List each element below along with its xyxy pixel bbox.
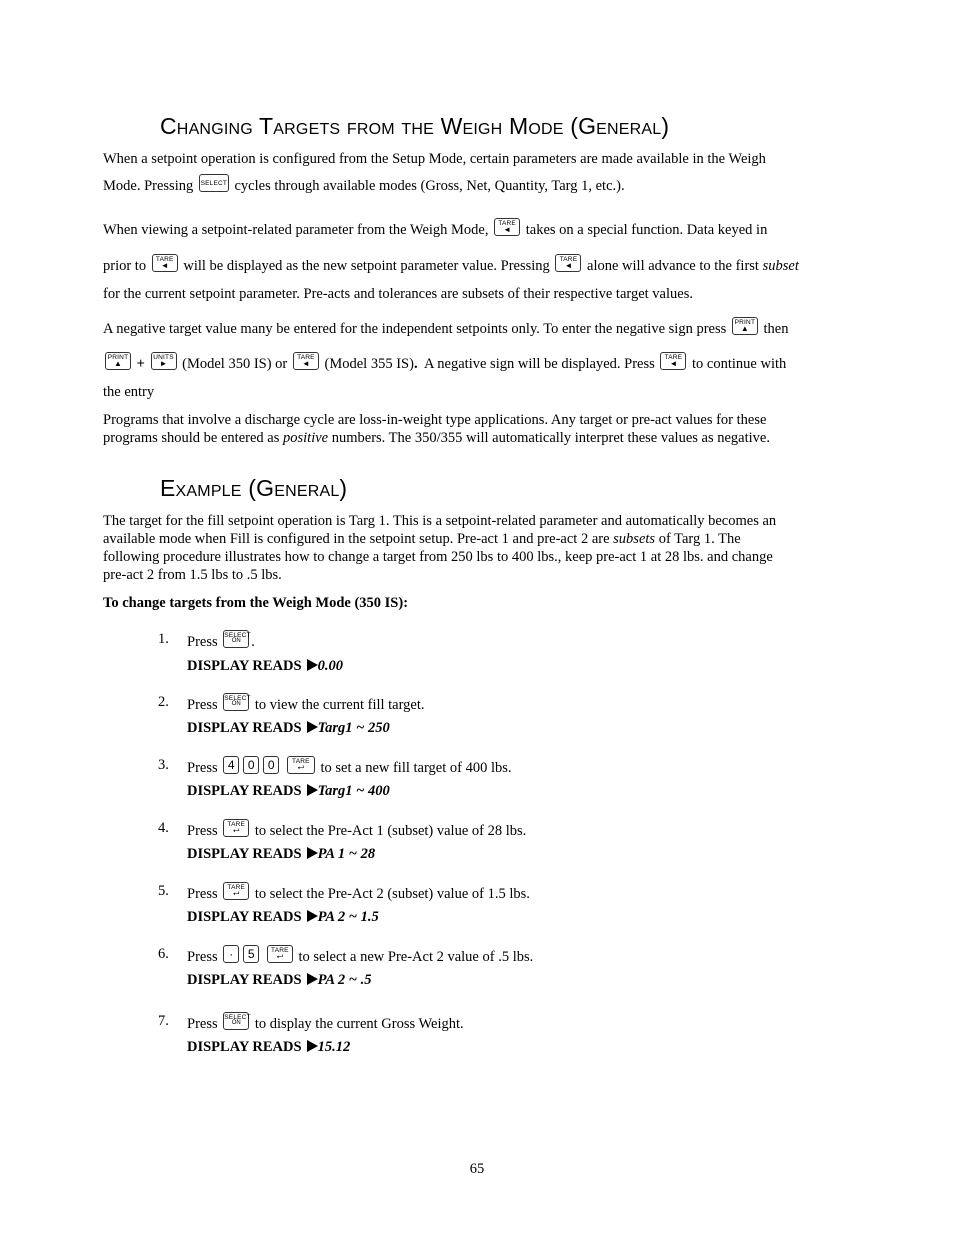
decimal-point-key-icon: · — [223, 945, 239, 963]
step-number: 2. — [158, 694, 169, 710]
display-reads: DISPLAY READS 15.12 — [187, 1039, 351, 1055]
text: . — [413, 356, 418, 372]
text: A negative target value many be entered for the independent setpoints only. To enter the negative sign press — [103, 321, 727, 337]
text: programs should be entered as — [103, 430, 280, 446]
text: (Model 355 IS) — [324, 356, 414, 372]
print-up-key-icon: PRINT ▲ — [732, 317, 758, 335]
paragraph-line — [103, 352, 786, 373]
step-text: Press SELECT ON . — [187, 632, 255, 650]
display-reads: DISPLAY READS PA 2 ~ 1.5 — [187, 909, 379, 925]
paragraph-line — [103, 512, 776, 530]
paragraph-line — [103, 317, 788, 338]
step-text: Press TARE ⮠ to select the Pre-Act 2 (subset) value of 1.5 lbs. — [187, 884, 530, 902]
text: for the current setpoint parameter. Pre-acts and tolerances are subsets of their respective target values. — [103, 286, 693, 302]
tare-left-key-icon: TARE ◄ — [494, 218, 520, 236]
text: A negative sign will be displayed. Press — [424, 356, 655, 372]
digit-0-key-icon: 0 — [263, 756, 279, 774]
step-number: 5. — [158, 883, 169, 899]
section-heading-changing-targets: Changing Targets from the Weigh Mode (General) — [160, 113, 670, 139]
step-number: 4. — [158, 820, 169, 836]
section-heading-example: Example (General) — [160, 475, 348, 501]
select-key-icon: SELECT — [199, 174, 229, 192]
plus-sign: + — [136, 356, 145, 372]
tare-enter-key-icon: TARE ⮠ — [223, 819, 249, 837]
paragraph-line — [103, 150, 766, 168]
paragraph-line — [103, 383, 154, 401]
text-italic: subsets — [613, 531, 656, 547]
print-up-key-icon: PRINT ▲ — [105, 352, 131, 370]
display-reads: DISPLAY READS 0.00 — [187, 658, 343, 674]
digit-4-key-icon: 4 — [223, 756, 239, 774]
step-number: 6. — [158, 946, 169, 962]
display-reads: DISPLAY READS Targ1 ~ 400 — [187, 783, 390, 799]
text: numbers. The 350/355 will automatically interpret these values as negative. — [331, 430, 770, 446]
page-number: 65 — [469, 1161, 485, 1177]
paragraph-line — [103, 174, 625, 195]
play-arrow-icon — [307, 973, 318, 985]
tare-left-key-icon: TARE ◄ — [152, 254, 178, 272]
digit-5-key-icon: 5 — [243, 945, 259, 963]
paragraph-line — [103, 548, 773, 566]
paragraph-line — [103, 429, 770, 447]
play-arrow-icon — [307, 784, 318, 796]
play-arrow-icon — [307, 1040, 318, 1052]
text: then — [763, 321, 789, 337]
tare-enter-key-icon: TARE ⮠ — [267, 945, 293, 963]
step-number: 3. — [158, 757, 169, 773]
procedure-title: To change targets from the Weigh Mode (350 IS): — [103, 595, 409, 611]
text-italic: subset — [762, 258, 799, 274]
text: to continue with — [692, 356, 787, 372]
text: Mode. Pressing — [103, 178, 194, 194]
tare-left-key-icon: TARE ◄ — [660, 352, 686, 370]
text: alone will advance to the first — [587, 258, 759, 274]
select-on-key-icon: SELECT ON — [223, 630, 249, 648]
display-reads: DISPLAY READS PA 2 ~ .5 — [187, 972, 372, 988]
text: Programs that involve a discharge cycle are loss-in-weight type applications. Any target or pre-act values for these — [103, 412, 767, 428]
units-right-key-icon: UNITS ► — [151, 352, 177, 370]
text: prior to — [103, 258, 147, 274]
play-arrow-icon — [307, 847, 318, 859]
text: available mode when Fill is configured in the setpoint setup. Pre-act 1 and pre-act 2 are — [103, 531, 610, 547]
paragraph-line — [103, 218, 767, 239]
step-text: Press 4 0 0 TARE ⮠ to set a new fill target of 400 lbs. — [187, 758, 512, 776]
step-text: Press TARE ⮠ to select the Pre-Act 1 (subset) value of 28 lbs. — [187, 821, 527, 839]
text: pre-act 2 from 1.5 lbs to .5 lbs. — [103, 567, 282, 583]
text: of Targ 1. The — [658, 531, 741, 547]
text: takes on a special function. Data keyed in — [525, 222, 768, 238]
digit-0-key-icon: 0 — [243, 756, 259, 774]
step-text: Press SELECT ON to display the current Gross Weight. — [187, 1014, 464, 1032]
display-reads: DISPLAY READS PA 1 ~ 28 — [187, 846, 376, 862]
tare-enter-key-icon: TARE ⮠ — [223, 882, 249, 900]
paragraph-line — [103, 566, 282, 584]
text: cycles through available modes (Gross, Net, Quantity, Targ 1, etc.). — [234, 178, 625, 194]
play-arrow-icon — [307, 910, 318, 922]
text: (Model 350 IS) or — [182, 356, 288, 372]
play-arrow-icon — [307, 659, 318, 671]
step-number: 7. — [158, 1013, 169, 1029]
step-text: Press SELECT ON to view the current fill target. — [187, 695, 425, 713]
paragraph-line — [103, 254, 799, 275]
text: will be displayed as the new setpoint parameter value. Pressing — [183, 258, 550, 274]
text: the entry — [103, 384, 155, 400]
paragraph-line — [103, 530, 741, 548]
text-italic: positive — [283, 430, 329, 446]
tare-enter-key-icon: TARE ⮠ — [287, 756, 315, 774]
text: When viewing a setpoint-related parameter from the Weigh Mode, — [103, 222, 489, 238]
text: following procedure illustrates how to change a target from 250 lbs to 400 lbs., keep pre-act 1 at 28 lbs. and change — [103, 549, 773, 565]
step-text: Press · 5 TARE ⮠ to select a new Pre-Act 2 value of .5 lbs. — [187, 947, 534, 965]
play-arrow-icon — [307, 721, 318, 733]
select-on-key-icon: SELECT ON — [223, 1012, 249, 1030]
tare-left-key-icon: TARE ◄ — [555, 254, 581, 272]
paragraph-line — [103, 285, 693, 303]
display-reads: DISPLAY READS Targ1 ~ 250 — [187, 720, 390, 736]
tare-left-key-icon: TARE ◄ — [293, 352, 319, 370]
paragraph-line — [103, 411, 766, 429]
text: The target for the fill setpoint operation is Targ 1. This is a setpoint-related parameter and automatically becomes an — [103, 513, 777, 529]
select-on-key-icon: SELECT ON — [223, 693, 249, 711]
text: When a setpoint operation is configured from the Setup Mode, certain parameters are made available in the Weigh — [103, 151, 766, 167]
step-number: 1. — [158, 631, 169, 647]
